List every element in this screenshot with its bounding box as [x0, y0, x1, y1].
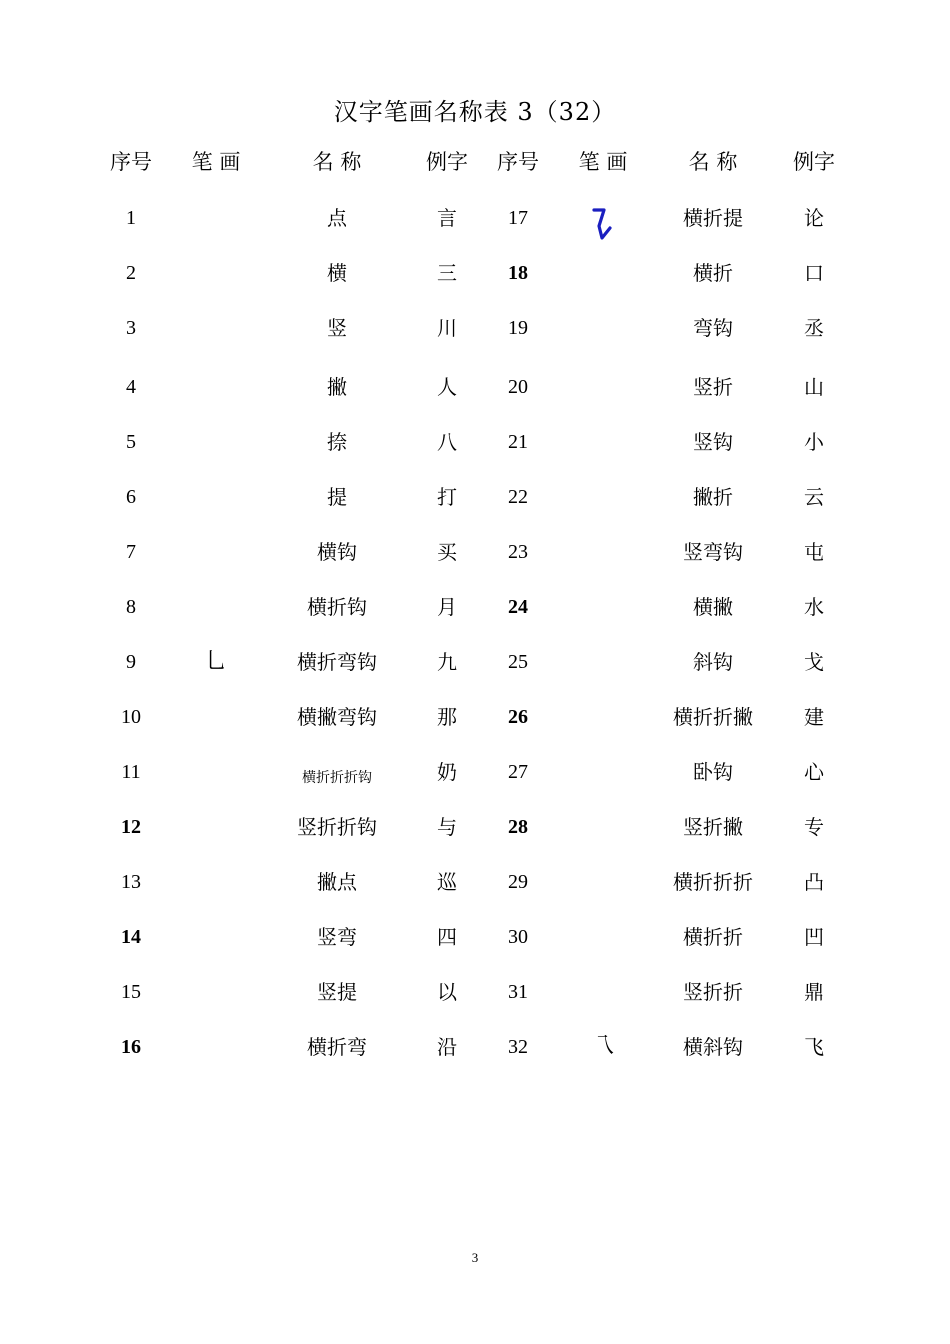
left-row-3-no: 3 — [126, 317, 136, 339]
right-row-20-name: 竖折 — [693, 375, 733, 399]
right-row-25-example: 戈 — [804, 650, 824, 674]
right-row-19-example: 丞 — [804, 316, 824, 340]
left-row-5-example: 八 — [437, 430, 457, 454]
left-row-4-name: 撇 — [327, 375, 347, 399]
page-number: 3 — [471, 1250, 479, 1265]
right-row-30-example: 凹 — [804, 925, 824, 949]
right-row-26-no: 26 — [508, 706, 528, 728]
left-row-5-name: 捺 — [327, 430, 347, 454]
left-row-13-no: 13 — [121, 871, 141, 893]
left-row-15-name: 竖提 — [317, 980, 357, 1004]
right-row-28-name: 竖折撇 — [683, 815, 743, 839]
header-name-left: 名 称 — [312, 150, 362, 174]
right-row-31-name: 竖折折 — [683, 980, 743, 1004]
left-row-10-example: 那 — [437, 705, 457, 729]
right-row-32-name: 横斜钩 — [683, 1035, 743, 1059]
right-row-29-example: 凸 — [804, 870, 824, 894]
right-row-23-example: 屯 — [804, 540, 824, 564]
right-row-27-no: 27 — [508, 761, 528, 783]
left-row-12-example: 与 — [437, 815, 457, 839]
left-row-2-name: 横 — [327, 261, 347, 285]
left-row-11-example: 奶 — [437, 760, 457, 784]
right-row-29-no: 29 — [508, 871, 528, 893]
right-row-25-no: 25 — [508, 651, 528, 673]
right-row-32-no: 32 — [508, 1036, 528, 1058]
right-row-32-example: 飞 — [804, 1035, 824, 1059]
left-row-8-no: 8 — [126, 596, 136, 618]
left-row-7-name: 横钩 — [317, 540, 357, 564]
left-row-9-no: 9 — [126, 651, 136, 673]
left-row-7-no: 7 — [126, 541, 136, 563]
left-row-8-example: 月 — [437, 595, 457, 619]
left-row-16-name: 横折弯 — [307, 1035, 367, 1059]
left-row-1-no: 1 — [126, 207, 136, 229]
left-row-14-example: 四 — [437, 925, 457, 949]
right-row-21-no: 21 — [508, 431, 528, 453]
left-row-16-no: 16 — [121, 1036, 141, 1058]
left-row-15-example: 以 — [437, 980, 457, 1004]
left-row-12-name: 竖折折钩 — [297, 815, 377, 839]
left-row-14-name: 竖弯 — [317, 925, 357, 949]
left-row-13-example: 巡 — [437, 870, 457, 894]
right-row-27-example: 心 — [804, 760, 824, 784]
header-example-right: 例字 — [793, 150, 835, 174]
header-name-right: 名 称 — [688, 150, 738, 174]
left-row-2-example: 三 — [437, 261, 457, 285]
left-row-13-name: 撇点 — [317, 870, 357, 894]
right-row-32-stroke: 乁 — [591, 1034, 615, 1059]
right-row-19-no: 19 — [508, 317, 528, 339]
left-row-7-example: 买 — [437, 540, 457, 564]
left-row-10-name: 横撇弯钩 — [297, 705, 377, 729]
right-row-23-no: 23 — [508, 541, 528, 563]
left-row-2-no: 2 — [126, 262, 136, 284]
right-row-22-no: 22 — [508, 486, 528, 508]
left-row-14-no: 14 — [121, 926, 141, 948]
right-row-28-example: 专 — [804, 815, 824, 839]
header-stroke-left: 笔 画 — [191, 150, 241, 174]
left-row-12-no: 12 — [121, 816, 141, 838]
stroke-17-glyph — [590, 206, 616, 242]
left-row-11-name: 横折折折钩 — [302, 770, 372, 786]
left-row-6-example: 打 — [437, 485, 457, 509]
right-row-24-no: 24 — [508, 596, 528, 618]
right-row-20-example: 山 — [804, 375, 824, 399]
right-row-31-example: 鼎 — [804, 980, 824, 1004]
right-row-21-example: 小 — [804, 430, 824, 454]
right-row-26-name: 横折折撇 — [673, 705, 753, 729]
left-row-9-example: 九 — [437, 650, 457, 674]
left-row-1-name: 点 — [327, 206, 347, 230]
left-row-6-no: 6 — [126, 486, 136, 508]
right-row-24-example: 水 — [804, 595, 824, 619]
right-row-27-name: 卧钩 — [693, 760, 733, 784]
left-row-4-no: 4 — [126, 376, 136, 398]
page-title: 汉字笔画名称表 3（32） — [333, 98, 617, 126]
left-row-3-name: 竖 — [327, 316, 347, 340]
left-row-15-no: 15 — [121, 981, 141, 1003]
left-row-16-example: 沿 — [437, 1035, 457, 1059]
left-row-1-example: 言 — [437, 206, 457, 230]
right-row-18-example: 口 — [804, 261, 824, 285]
left-row-6-name: 提 — [327, 485, 347, 509]
right-row-31-no: 31 — [508, 981, 528, 1003]
left-row-11-no: 11 — [121, 761, 141, 783]
right-row-23-name: 竖弯钩 — [683, 540, 743, 564]
right-row-17-no: 17 — [508, 207, 528, 229]
right-row-22-example: 云 — [804, 485, 824, 509]
right-row-26-example: 建 — [804, 705, 824, 729]
left-row-8-name: 横折钩 — [307, 595, 367, 619]
right-row-24-name: 横撇 — [693, 595, 733, 619]
right-row-28-no: 28 — [508, 816, 528, 838]
right-row-18-name: 横折 — [693, 261, 733, 285]
right-row-21-name: 竖钩 — [693, 430, 733, 454]
right-row-17-name: 横折提 — [683, 206, 743, 230]
left-row-4-example: 人 — [437, 375, 457, 399]
right-row-30-name: 横折折 — [683, 925, 743, 949]
header-seq-right: 序号 — [497, 150, 539, 174]
right-row-19-name: 弯钩 — [693, 316, 733, 340]
right-row-18-no: 18 — [508, 262, 528, 284]
header-seq-left: 序号 — [110, 150, 152, 174]
right-row-29-name: 横折折折 — [673, 870, 753, 894]
left-row-9-name: 横折弯钩 — [297, 650, 377, 674]
header-example-left: 例字 — [426, 150, 468, 174]
right-row-22-name: 撇折 — [693, 485, 733, 509]
right-row-20-no: 20 — [508, 376, 528, 398]
left-row-9-stroke: 乚 — [204, 649, 228, 674]
right-row-17-example: 论 — [804, 206, 824, 230]
right-row-25-name: 斜钩 — [693, 650, 733, 674]
right-row-30-no: 30 — [508, 926, 528, 948]
header-stroke-right: 笔 画 — [578, 150, 628, 174]
left-row-3-example: 川 — [437, 316, 457, 340]
left-row-10-no: 10 — [121, 706, 141, 728]
left-row-5-no: 5 — [126, 431, 136, 453]
